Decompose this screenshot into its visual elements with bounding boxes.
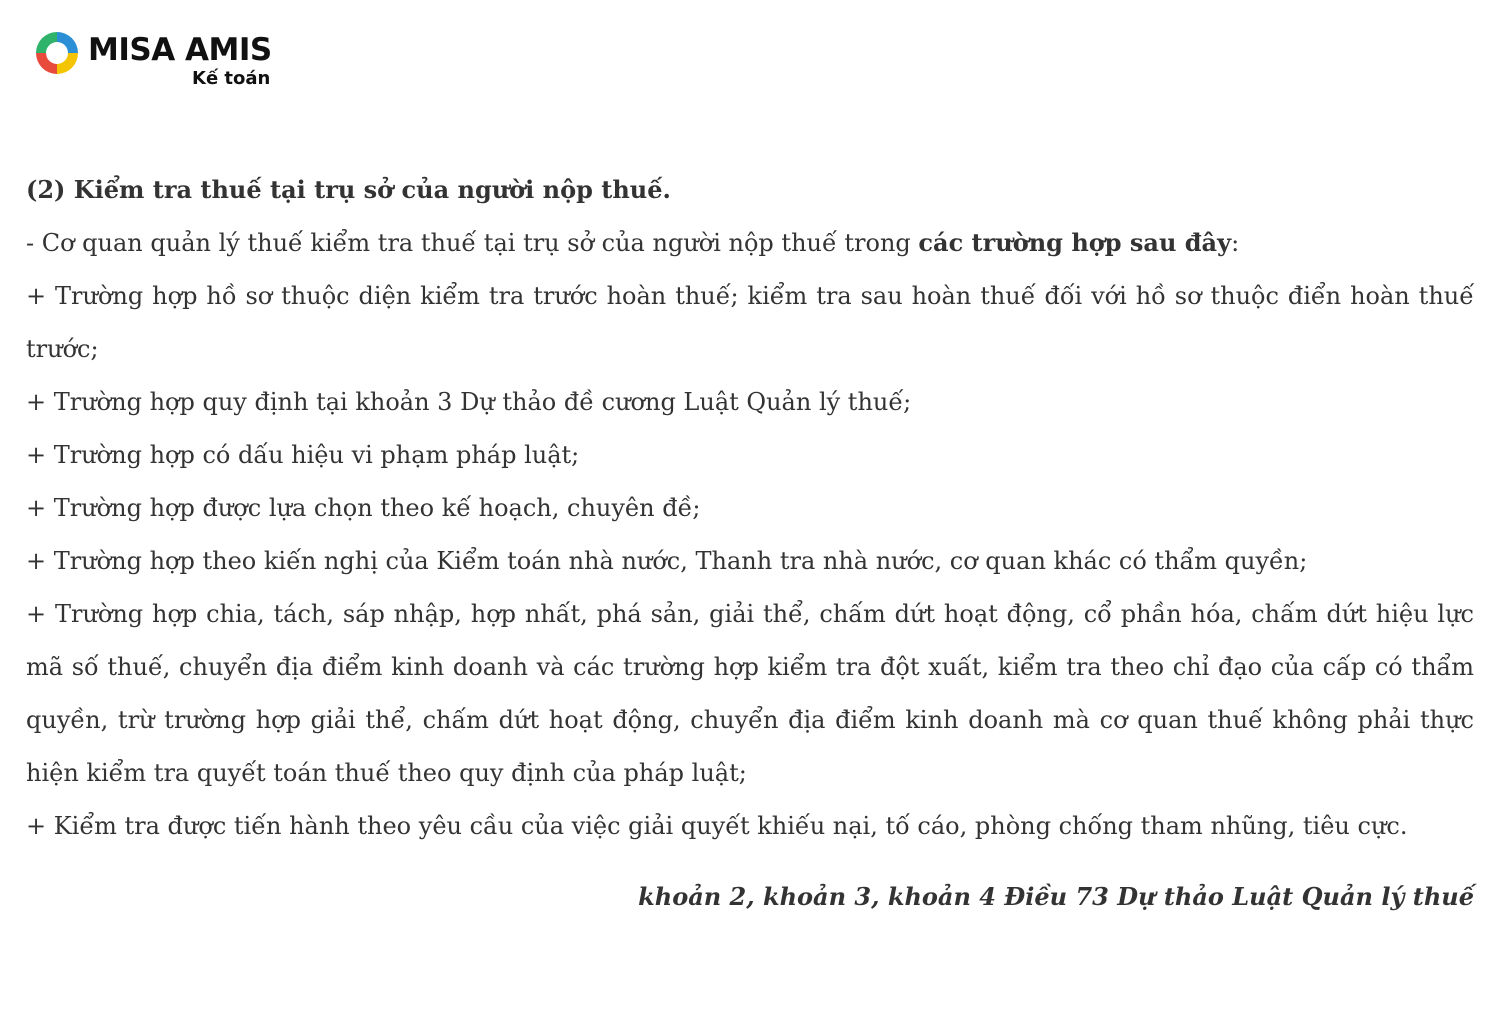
misa-swirl-logo-icon — [32, 28, 82, 78]
misa-amis-logo — [32, 26, 292, 92]
list-item: + Trường hợp có dấu hiệu vi phạm pháp luật; — [26, 441, 580, 469]
list-item: + Trường hợp được lựa chọn theo kế hoạch, chuyên đề; — [26, 494, 701, 522]
list-item: + Trường hợp chia, tách, sáp nhập, hợp nhất, phá sản, giải thể, chấm dứt hoạt động, cổ phần hóa, chấm dứt hiệu lực mã số thuế, chuyển địa điểm kinh doanh và các trường hợp kiểm tra đột xuất, kiểm tra theo chỉ đạo của cấp có thẩm quyền, trừ trường hợp giải thể, chấm dứt hoạt động, chuyển địa điểm kinh doanh mà cơ quan thuế không phải thực hiện kiểm tra quyết toán thuế theo quy định của pháp luật; — [26, 600, 1474, 787]
intro-paragraph — [26, 216, 1474, 270]
intro-colon: : — [1231, 229, 1240, 257]
list-item: + Trường hợp quy định tại khoản 3 Dự thảo đề cương Luật Quản lý thuế; — [26, 388, 912, 416]
logo-subtitle: Kế toán — [192, 68, 271, 89]
intro-text: - Cơ quan quản lý thuế kiểm tra thuế tại trụ sở của người nộp thuế trong — [26, 229, 919, 257]
logo-name: MISA AMIS — [88, 32, 272, 68]
legal-source-citation: khoản 2, khoản 3, khoản 4 Điều 73 Dự thảo Luật Quản lý thuế — [638, 882, 1474, 911]
article-body — [26, 163, 1474, 923]
list-item: + Trường hợp hồ sơ thuộc diện kiểm tra trước hoàn thuế; kiểm tra sau hoàn thuế đối với hồ sơ thuộc điển hoàn thuế trước; — [26, 282, 1474, 363]
list-item: + Trường hợp theo kiến nghị của Kiểm toán nhà nước, Thanh tra nhà nước, cơ quan khác có thẩm quyền; — [26, 547, 1308, 575]
intro-emphasis: các trường hợp sau đây — [918, 228, 1232, 257]
list-item: + Kiểm tra được tiến hành theo yêu cầu của việc giải quyết khiếu nại, tố cáo, phòng chống tham nhũng, tiêu cực. — [26, 812, 1408, 840]
section-heading: (2) Kiểm tra thuế tại trụ sở của người nộp thuế. — [26, 175, 671, 204]
